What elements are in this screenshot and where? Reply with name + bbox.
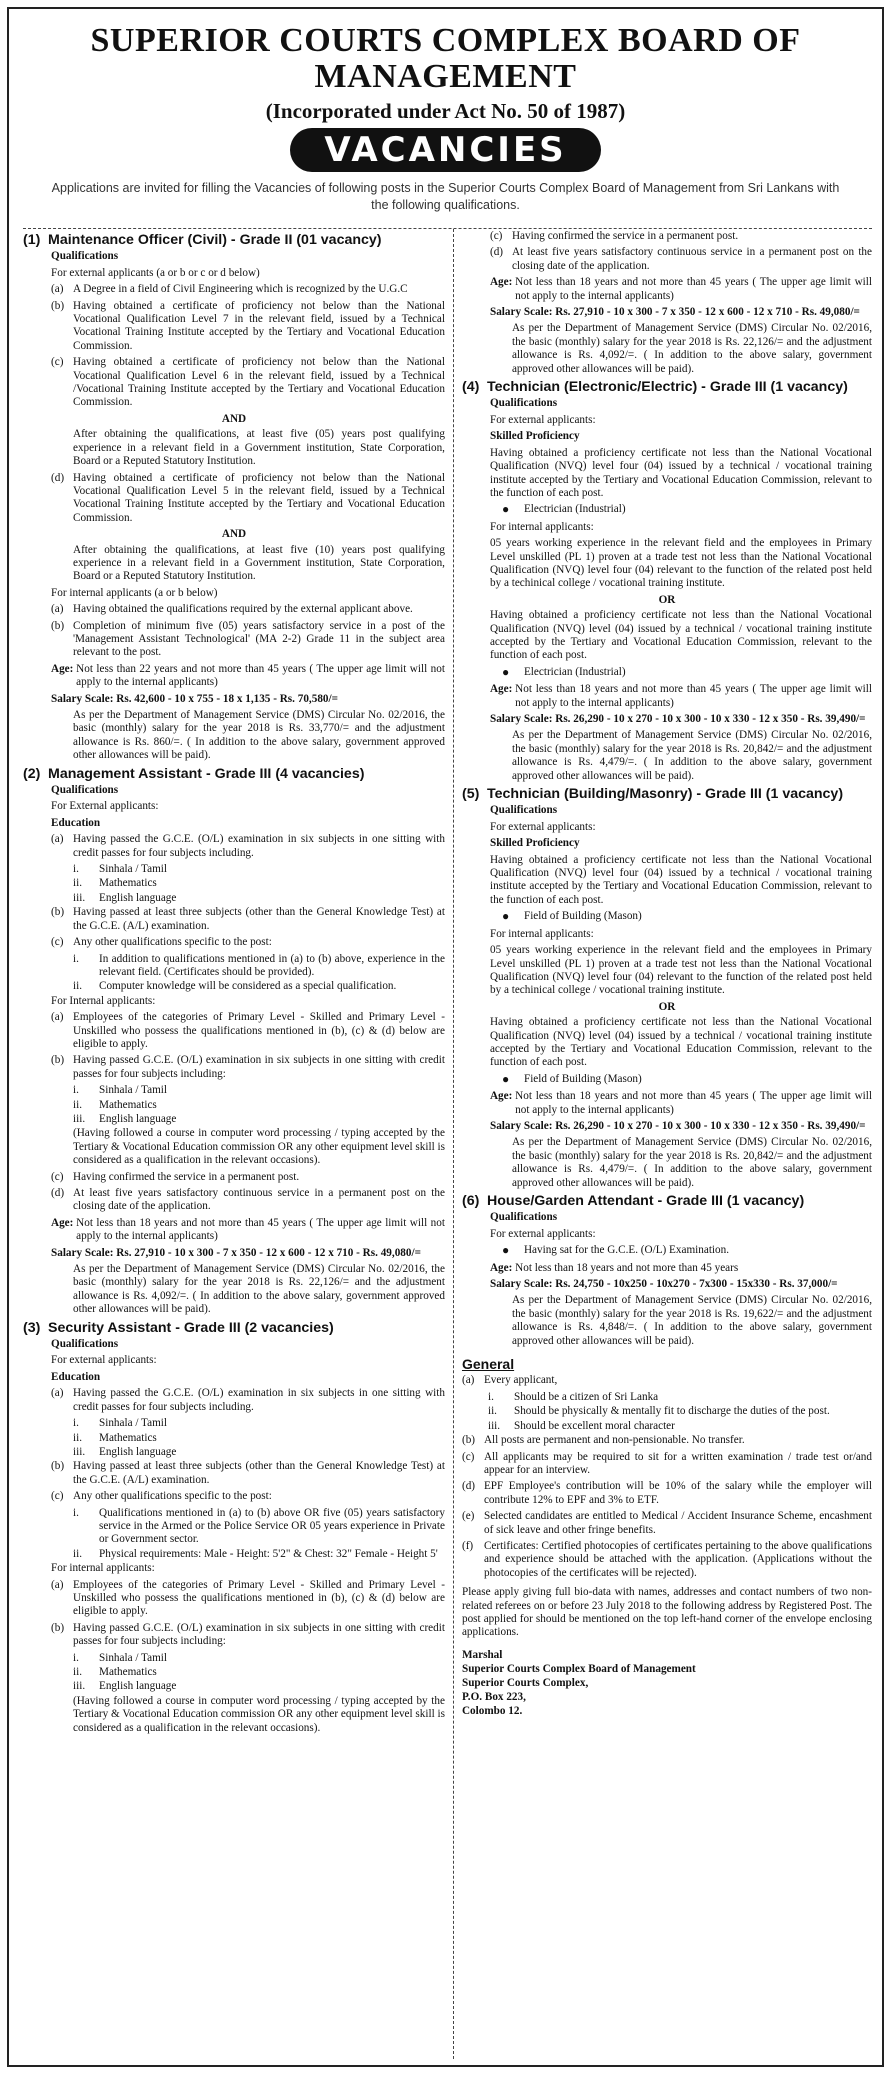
item-text: Should be physically & mentally fit to discharge the duties of the post.: [513, 1405, 830, 1418]
list-item: [51, 1171, 445, 1184]
list-item: [51, 1387, 445, 1414]
and-connector: AND: [221, 528, 247, 541]
applicant-type: For internal applicants:: [51, 1562, 155, 1575]
salary-scale: [51, 1247, 445, 1260]
age-label: Age:: [489, 1261, 516, 1274]
section-title: [462, 381, 872, 394]
list-item: [51, 1460, 445, 1487]
item-text: English language: [99, 1445, 177, 1458]
salary-value: Rs. 24,750 - 10x250 - 10x270 - 7x300 - 15x330 - Rs. 37,000/=: [555, 1278, 838, 1291]
salary-value: Rs. 26,290 - 10 x 270 - 10 x 300 - 10 x 330 - 12 x 350 - Rs. 39,490/=: [555, 713, 866, 725]
section-number: (1): [23, 232, 41, 248]
incorporation-line: (Incorporated under Act No. 50 of 1987): [265, 99, 626, 123]
salary-scale: [490, 1278, 872, 1291]
subject-item: [73, 863, 445, 876]
item-text: Sinhala / Tamil: [99, 863, 167, 876]
item-label: i.: [73, 1084, 79, 1097]
section-title: [23, 765, 445, 782]
salary-note: As per the Department of Management Service (DMS) Circular No. 02/2016, the basic (monthly) salary for the year 2018 is Rs. 19,622/= and the adjustment allowance is Rs. 4,848/=. ( In addition to the above salary, government approved other allowances will be paid).: [511, 1294, 872, 1347]
age-requirement: [490, 1090, 872, 1117]
section-title-text: House/Garden Attendant - Grade III (1 vacancy): [486, 1193, 805, 1209]
requirement-item: [488, 1391, 872, 1404]
item-text: Having obtained a certificate of proficiency not below than the National Vocational Qualification Level 6 in the relevant field, issued by a Technical /Vocational Training Institute accepted by the Tertiary and Vocational Education Commission.: [73, 356, 445, 409]
item-label: i.: [73, 1651, 79, 1664]
course-note: (Having followed a course in computer word processing / typing accepted by the Tertiary & Vocational Education commission OR any other equipment level skill is considered as a qualification in the relevant occasions).: [73, 1694, 445, 1734]
age-value: Not less than 18 years and not more than 45 years: [515, 1261, 739, 1274]
subject-item: [73, 1432, 445, 1445]
list-item: [51, 1054, 445, 1081]
item-text: Completion of minimum five (05) years satisfactory service in a post of the 'Management Assistant Technological' (MA 2-2) Grade 11 in the subject area relevant to the post.: [73, 619, 445, 659]
item-label: iii.: [73, 1445, 86, 1458]
item-label: (c): [51, 1170, 64, 1183]
age-label: Age:: [489, 276, 516, 289]
item-label: ii.: [73, 1098, 83, 1111]
closing-instructions: Please apply giving full bio-data with names, addresses and contact numbers of two non-related referees on or before 23 July 2018 to the following address by Registered Post. The post applied for should be mentioned on the top left-hand corner of the envelope enclosing applications.: [461, 1586, 872, 1639]
salary-value: Rs. 26,290 - 10 x 270 - 10 x 300 - 10 x 330 - 12 x 350 - Rs. 39,490/=: [555, 1119, 866, 1132]
list-item: [51, 472, 445, 526]
item-label: (a): [51, 283, 64, 296]
item-text: Having passed G.C.E. (O/L) examination in six subjects in one sitting with credit passes for four subjects including:: [73, 1054, 445, 1080]
section-title: [462, 788, 872, 801]
subject-item: [73, 1507, 445, 1547]
item-label: (b): [51, 1054, 65, 1067]
list-item: [462, 1510, 872, 1537]
qualifications-heading: Qualifications: [51, 1338, 119, 1351]
applicant-type: For External applicants:: [51, 800, 159, 813]
item-label: i.: [73, 952, 79, 965]
advertisement-page: [7, 7, 884, 2067]
bullet-text: Field of Building (Mason): [523, 910, 642, 923]
item-label: (b): [51, 1460, 65, 1473]
age-requirement: [490, 1262, 872, 1275]
bullet-text: Electrician (Industrial): [523, 665, 626, 678]
salary-label: Salary Scale:: [489, 713, 556, 725]
signature-line: Superior Courts Complex Board of Management: [461, 1662, 696, 1675]
salary-label: Salary Scale:: [489, 306, 556, 319]
qualifications-heading: Qualifications: [489, 804, 558, 817]
age-requirement: [490, 683, 872, 710]
item-label: ii.: [73, 1666, 83, 1678]
subject-item: [73, 1666, 445, 1679]
subject-item: [73, 980, 445, 993]
left-column: [23, 229, 454, 2059]
list-item: [51, 1490, 445, 1503]
bullet-icon: ●: [501, 664, 510, 679]
paragraph: Having obtained a proficiency certificate not less than the National Vocational Qualification (NVQ) level (04) issued by a technical / vocational training institute accepted by the Tertiary and Vocational Education Commission, relevant to the function of each post.: [489, 609, 872, 662]
org-line-1: SUPERIOR COURTS COMPLEX BOARD OF: [90, 22, 801, 59]
item-text: A Degree in a field of Civil Engineering which is recognized by the U.G.C: [73, 283, 408, 296]
bullet-icon: ●: [501, 1071, 510, 1086]
salary-note: As per the Department of Management Service (DMS) Circular No. 02/2016, the basic (monthly) salary for the year 2018 is Rs. 33,770/= and the adjustment allowance is Rs. 860/=. ( In addition to the above salary, government approved other allowances will be paid).: [73, 709, 445, 762]
item-label: iii.: [73, 1112, 86, 1125]
course-note: (Having followed a course in computer word processing / typing accepted by the Tertiary & Vocational Education commission OR any other equipment level skill is considered as a qualification in the relevant occasions).: [73, 1127, 445, 1167]
salary-note: As per the Department of Management Service (DMS) Circular No. 02/2016, the basic (monthly) salary for the year 2018 is Rs. 22,126/= and the adjustment allowance is Rs. 4,092/=. ( In addition to the above salary, government approved other allowances will be paid).: [73, 1263, 445, 1316]
section-number: (5): [461, 786, 480, 803]
item-text: Employees of the categories of Primary Level - Skilled and Primary Level - Unskilled who possess the qualifications mentioned in (b), (c) & (d) below are eligible to apply.: [73, 1011, 445, 1050]
bullet-item: [502, 666, 872, 679]
item-text: Having passed the G.C.E. (O/L) examination in six subjects in one sitting with credit passes for four subjects including.: [73, 833, 445, 859]
item-text: Sinhala / Tamil: [99, 1651, 167, 1664]
bullet-text: Field of Building (Mason): [523, 1072, 642, 1085]
salary-label: Salary Scale:: [51, 1246, 117, 1259]
item-label: (b): [461, 1434, 476, 1447]
item-text: Sinhala / Tamil: [99, 1084, 167, 1097]
item-text: In addition to qualifications mentioned in (a) to (b) above, experience in the relevant field. (Certificates should be provided).: [99, 952, 445, 978]
subject-item: [73, 953, 445, 980]
salary-scale: [51, 693, 445, 706]
item-text: Having passed at least three subjects (other than the General Knowledge Test) at the G.C.E. (A/L) examination.: [73, 1460, 445, 1486]
paragraph: 05 years working experience in the relevant field and the employees in Primary Level unskilled (PL 1) proven at a trade test not less than the National Vocational Qualification (NVQ) level four (04) relevant to the function of the related post held by a techinical college / vocational training institute.: [489, 944, 872, 997]
list-item: [51, 283, 445, 296]
list-item: [51, 300, 445, 354]
signature-line: P.O. Box 223,: [461, 1690, 526, 1703]
paragraph: 05 years working experience in the relevant field and the employees in Primary Level unskilled (PL 1) proven at a trade test not less than the National Vocational Qualification (NVQ) level four (04) relevant to the function of the related post held by a techinical college / vocational training institute.: [489, 537, 872, 590]
age-requirement: [51, 663, 445, 690]
bullet-text: Having sat for the G.C.E. (O/L) Examination.: [523, 1244, 730, 1257]
applicant-type: For external applicants (a or b or c or d below): [51, 266, 260, 279]
bullet-item: [502, 1244, 872, 1257]
item-label: i.: [73, 1417, 79, 1430]
list-item: [462, 1451, 872, 1478]
list-item: [51, 603, 445, 616]
signature-block: [462, 1648, 872, 1718]
item-text: Should be excellent moral character: [513, 1419, 675, 1432]
vacancies-banner: VACANCIES: [290, 128, 600, 172]
section-number: (6): [461, 1193, 480, 1209]
section-title-text: Technician (Building/Masonry) - Grade III (1 vacancy): [486, 786, 844, 803]
bullet-icon: ●: [501, 909, 510, 924]
or-connector: OR: [658, 1000, 676, 1013]
qualifications-heading: Qualifications: [51, 250, 119, 263]
item-label: (c): [51, 356, 64, 369]
bullet-text: Electrician (Industrial): [523, 503, 626, 516]
section-number: (4): [461, 379, 480, 396]
list-item: [462, 1540, 872, 1580]
age-value: Not less than 22 years and not more than 45 years ( The upper age limit will not apply to the internal applicants): [76, 662, 445, 689]
list-item: [51, 1622, 445, 1649]
item-text: At least five years satisfactory continuous service in a permanent post on the closing date of the application.: [511, 246, 872, 272]
item-label: i.: [73, 863, 79, 876]
list-item: [51, 936, 445, 949]
right-column: [454, 229, 872, 2059]
item-text: At least five years satisfactory continuous service in a permanent post on the closing date of the application.: [73, 1187, 445, 1213]
salary-note: As per the Department of Management Service (DMS) Circular No. 02/2016, the basic (monthly) salary for the year 2018 is Rs. 22,126/= and the adjustment allowance is Rs. 4,092/=. ( In addition to the above salary, government approved other allowances will be paid).: [511, 322, 872, 375]
item-text: Selected candidates are entitled to Medical / Accident Insurance Scheme, encashment of sick leave and other fringe benefits.: [483, 1510, 872, 1536]
organization-name: [9, 23, 882, 95]
item-label: ii.: [73, 1547, 83, 1560]
salary-value: Rs. 42,600 - 10 x 755 - 18 x 1,135 - Rs. 70,580/=: [116, 692, 338, 705]
bullet-icon: ●: [501, 1243, 510, 1258]
list-item: [462, 1374, 872, 1387]
item-label: ii.: [73, 980, 83, 993]
age-label: Age:: [51, 662, 77, 675]
item-label: ii.: [487, 1405, 497, 1418]
section-title-text: Security Assistant - Grade III (2 vacancies): [48, 1319, 334, 1336]
item-label: (a): [51, 603, 64, 616]
applicant-type: For external applicants:: [489, 413, 596, 426]
item-text: Employees of the categories of Primary Level - Skilled and Primary Level - Unskilled who possess the qualifications mentioned in (b), (c) & (d) below are eligible to apply.: [73, 1578, 445, 1618]
item-label: (b): [51, 619, 65, 632]
qualifications-heading: Qualifications: [489, 1211, 558, 1224]
requirement-item: [488, 1420, 872, 1433]
item-text: English language: [99, 1112, 177, 1125]
bullet-item: [502, 503, 872, 516]
item-text: All applicants may be required to sit for a written examination / trade test or/and appear for an interview.: [483, 1450, 872, 1476]
item-label: (a): [51, 1387, 64, 1400]
applicant-type: For external applicants:: [489, 1227, 596, 1240]
age-label: Age:: [489, 683, 516, 696]
item-text: Mathematics: [99, 1666, 157, 1678]
item-text: Every applicant,: [483, 1374, 558, 1387]
salary-note: As per the Department of Management Service (DMS) Circular No. 02/2016, the basic (monthly) salary for the year 2018 is Rs. 20,842/= and the adjustment allowance is Rs. 4,479/=. ( In addition to the above salary, government approved other allowances will be paid).: [511, 729, 872, 782]
item-label: (d): [51, 471, 65, 484]
applicant-type: For Internal applicants:: [51, 994, 156, 1007]
section-title-text: Technician (Electronic/Electric) - Grade III (1 vacancy): [486, 379, 848, 396]
subject-item: [73, 1084, 445, 1097]
subject-item: [73, 892, 445, 905]
paragraph: Having obtained a proficiency certificate not less than the National Vocational Qualification (NVQ) level (04) issued by a technical / vocational training institute accepted by the Tertiary and Vocational Education Commission, relevant to the function of each post.: [489, 1016, 872, 1069]
age-requirement: [490, 276, 872, 303]
general-heading: General: [461, 1356, 515, 1373]
salary-label: Salary Scale:: [489, 1119, 556, 1132]
age-value: Not less than 18 years and not more than 45 years ( The upper age limit will not apply to the internal applicants): [515, 276, 872, 302]
list-item: [51, 833, 445, 860]
subject-item: [73, 1446, 445, 1459]
qualifications-heading: Qualifications: [51, 784, 119, 797]
item-text: English language: [99, 1680, 177, 1693]
bullet-icon: ●: [501, 502, 510, 517]
signature-line: Colombo 12.: [461, 1704, 523, 1717]
section-title: [462, 1195, 872, 1208]
education-heading: Education: [51, 816, 101, 829]
item-text: Having confirmed the service in a permanent post.: [511, 230, 739, 242]
item-label: ii.: [73, 877, 83, 890]
item-label: (a): [51, 833, 64, 846]
experience-text: After obtaining the qualifications, at least five (05) years post qualifying experience in a relevant field in a Government institution, State Corporation, Board or a Reputed Statutory Institution.: [73, 428, 445, 468]
item-text: Any other qualifications specific to the post:: [73, 936, 272, 949]
columns: [23, 228, 872, 2059]
item-label: (c): [461, 1450, 475, 1463]
item-text: All posts are permanent and non-pensionable. No transfer.: [483, 1434, 745, 1447]
subject-item: [73, 877, 445, 890]
subject-item: [73, 1652, 445, 1665]
subject-item: [73, 1417, 445, 1430]
item-label: (c): [51, 1490, 64, 1503]
item-text: Should be a citizen of Sri Lanka: [513, 1390, 659, 1403]
item-text: Having confirmed the service in a permanent post.: [73, 1170, 300, 1183]
item-text: Mathematics: [99, 1098, 157, 1111]
salary-scale: [490, 1120, 872, 1133]
salary-scale: [490, 713, 872, 726]
applicant-type: For internal applicants (a or b below): [51, 586, 218, 599]
paragraph: Having obtained a proficiency certificate not less than the National Vocational Qualification (NVQ) level four (04) issued by a technical / vocational training institute accepted by the Tertiary and Vocational Education Commission, relevant to the function of each post.: [489, 853, 872, 906]
item-label: i.: [487, 1390, 494, 1403]
item-text: EPF Employee's contribution will be 10% of the salary while the employer will contribute 12% to EPF and 3% to ETF.: [483, 1480, 872, 1506]
skill-heading: Skilled Proficiency: [489, 430, 580, 443]
age-value: Not less than 18 years and not more than 45 years ( The upper age limit will not apply to the internal applicants): [515, 1090, 872, 1116]
item-label: (d): [51, 1187, 65, 1199]
subject-item: [73, 1548, 445, 1561]
org-line-2: MANAGEMENT: [314, 58, 577, 95]
applicant-type: For external applicants:: [489, 820, 596, 833]
list-item: [51, 1187, 445, 1214]
item-text: English language: [99, 891, 177, 904]
item-label: i.: [73, 1506, 79, 1519]
section-number: (3): [23, 1319, 41, 1336]
bullet-item: [502, 1073, 872, 1086]
item-label: (b): [51, 906, 65, 919]
item-label: iii.: [73, 891, 86, 904]
age-value: Not less than 18 years and not more than 45 years ( The upper age limit will not apply to the internal applicants): [515, 683, 872, 709]
list-item: [490, 230, 872, 243]
item-text: Having obtained a certificate of proficiency not below than the National Vocational Qualification Level 5 in the relevant field, issued by a Technical Vocational Training Institute accepted by the Tertiary and Vocational Education Commission.: [73, 471, 445, 524]
list-item: [490, 246, 872, 273]
education-heading: Education: [51, 1370, 101, 1383]
and-connector: AND: [221, 412, 247, 425]
experience-text: After obtaining the qualifications, at least five (10) years post qualifying experience in a relevant field in a Government institution, State Corporation, Board or a Reputed Statutory Institution.: [73, 543, 445, 583]
section-title-text: Management Assistant - Grade III (4 vacancies): [48, 765, 365, 782]
salary-scale: [490, 306, 872, 319]
bullet-item: [502, 910, 872, 923]
section-title-text: Maintenance Officer (Civil) - Grade II (01 vacancy): [48, 232, 382, 248]
item-text: Having obtained a certificate of proficiency not below than the National Vocational Qualification Level 7 in the relevant field, issued by a Technical Vocational Training Institute accepted by the Tertiary and Vocational Education Commission.: [73, 299, 445, 352]
list-item: [51, 1011, 445, 1051]
qualifications-heading: Qualifications: [489, 397, 558, 410]
item-text: Mathematics: [99, 877, 157, 890]
item-label: (d): [461, 1480, 476, 1493]
salary-value: Rs. 27,910 - 10 x 300 - 7 x 350 - 12 x 600 - 12 x 710 - Rs. 49,080/=: [555, 306, 860, 319]
item-text: Computer knowledge will be considered as a special qualification.: [99, 980, 397, 993]
list-item: [462, 1434, 872, 1447]
item-text: Having obtained the qualifications required by the external applicant above.: [73, 603, 413, 616]
age-label: Age:: [489, 1090, 516, 1103]
skill-heading: Skilled Proficiency: [489, 837, 580, 850]
item-label: (a): [51, 1578, 64, 1591]
subject-item: [73, 1680, 445, 1693]
salary-value: Rs. 27,910 - 10 x 300 - 7 x 350 - 12 x 600 - 12 x 710 - Rs. 49,080/=: [116, 1246, 421, 1259]
age-value: Not less than 18 years and not more than 45 years ( The upper age limit will not apply to the internal applicants): [76, 1216, 445, 1243]
item-label: (c): [51, 936, 64, 949]
list-item: [51, 906, 445, 933]
signature-line: Superior Courts Complex,: [461, 1676, 589, 1689]
salary-note: As per the Department of Management Service (DMS) Circular No. 02/2016, the basic (monthly) salary for the year 2018 is Rs. 20,842/= and the adjustment allowance is Rs. 4,479/=. ( In addition to the above salary, government approved other allowances will be paid).: [511, 1136, 872, 1189]
list-item: [51, 1579, 445, 1619]
list-item: [51, 620, 445, 660]
section-title: [23, 1319, 445, 1336]
paragraph: Having obtained a proficiency certificate not less than the National Vocational Qualification (NVQ) level four (04) issued by a technical / vocational training institute accepted by the Tertiary and Vocational Education Commission, relevant to the function of each post.: [489, 446, 872, 499]
item-label: (f): [461, 1539, 474, 1552]
salary-label: Salary Scale:: [51, 692, 117, 705]
applicant-type: For internal applicants:: [489, 927, 594, 940]
intro-text: Applications are invited for filling the Vacancies of following posts in the Superior Courts Complex Board of Management from Sri Lankans with the following qualifications.: [51, 181, 840, 212]
item-text: Having passed G.C.E. (O/L) examination in six subjects in one sitting with credit passes for four subjects including:: [73, 1621, 445, 1648]
item-label: (b): [51, 1621, 65, 1634]
item-text: Certificates: Certified photocopies of certificates pertaining to the above qualifications and experience should be attached with the application. (Applications without the photocopies of the certificates will be rejected).: [483, 1539, 872, 1579]
item-label: (c): [489, 230, 503, 242]
item-label: (b): [51, 299, 65, 312]
applicant-type: For internal applicants:: [489, 520, 594, 533]
item-label: (e): [461, 1510, 475, 1523]
salary-label: Salary Scale:: [489, 1278, 556, 1291]
or-connector: OR: [658, 593, 676, 606]
item-label: iii.: [73, 1680, 86, 1693]
section-title: [23, 234, 445, 247]
applicant-type: For external applicants:: [51, 1354, 157, 1367]
age-label: Age:: [51, 1216, 77, 1229]
header: [9, 23, 882, 214]
requirement-item: [488, 1405, 872, 1418]
item-label: ii.: [73, 1431, 83, 1444]
subject-item: [73, 1099, 445, 1112]
item-text: Having passed at least three subjects (other than the General Knowledge Test) at the G.C.E. (A/L) examination.: [73, 906, 445, 932]
item-label: (d): [489, 246, 504, 259]
item-label: (a): [51, 1011, 64, 1024]
list-item: [51, 356, 445, 410]
section-number: (2): [23, 765, 41, 782]
item-text: Mathematics: [99, 1431, 157, 1444]
item-text: Any other qualifications specific to the post:: [73, 1490, 272, 1503]
item-text: Physical requirements: Male - Height: 5'2" & Chest: 32" Female - Height 5': [99, 1547, 438, 1560]
subject-item: [73, 1113, 445, 1126]
list-item: [462, 1480, 872, 1507]
item-text: Sinhala / Tamil: [99, 1417, 167, 1430]
item-text: Having passed the G.C.E. (O/L) examination in six subjects in one sitting with credit passes for four subjects including.: [73, 1387, 445, 1413]
age-requirement: [51, 1217, 445, 1244]
item-text: Qualifications mentioned in (a) to (b) above OR five (05) years satisfactory service in the Armed or the Police Service OR 05 years experience in Private or Government sector.: [99, 1506, 445, 1546]
item-label: (a): [461, 1374, 475, 1387]
item-label: iii.: [487, 1419, 501, 1432]
signature-line: Marshal: [461, 1648, 503, 1661]
